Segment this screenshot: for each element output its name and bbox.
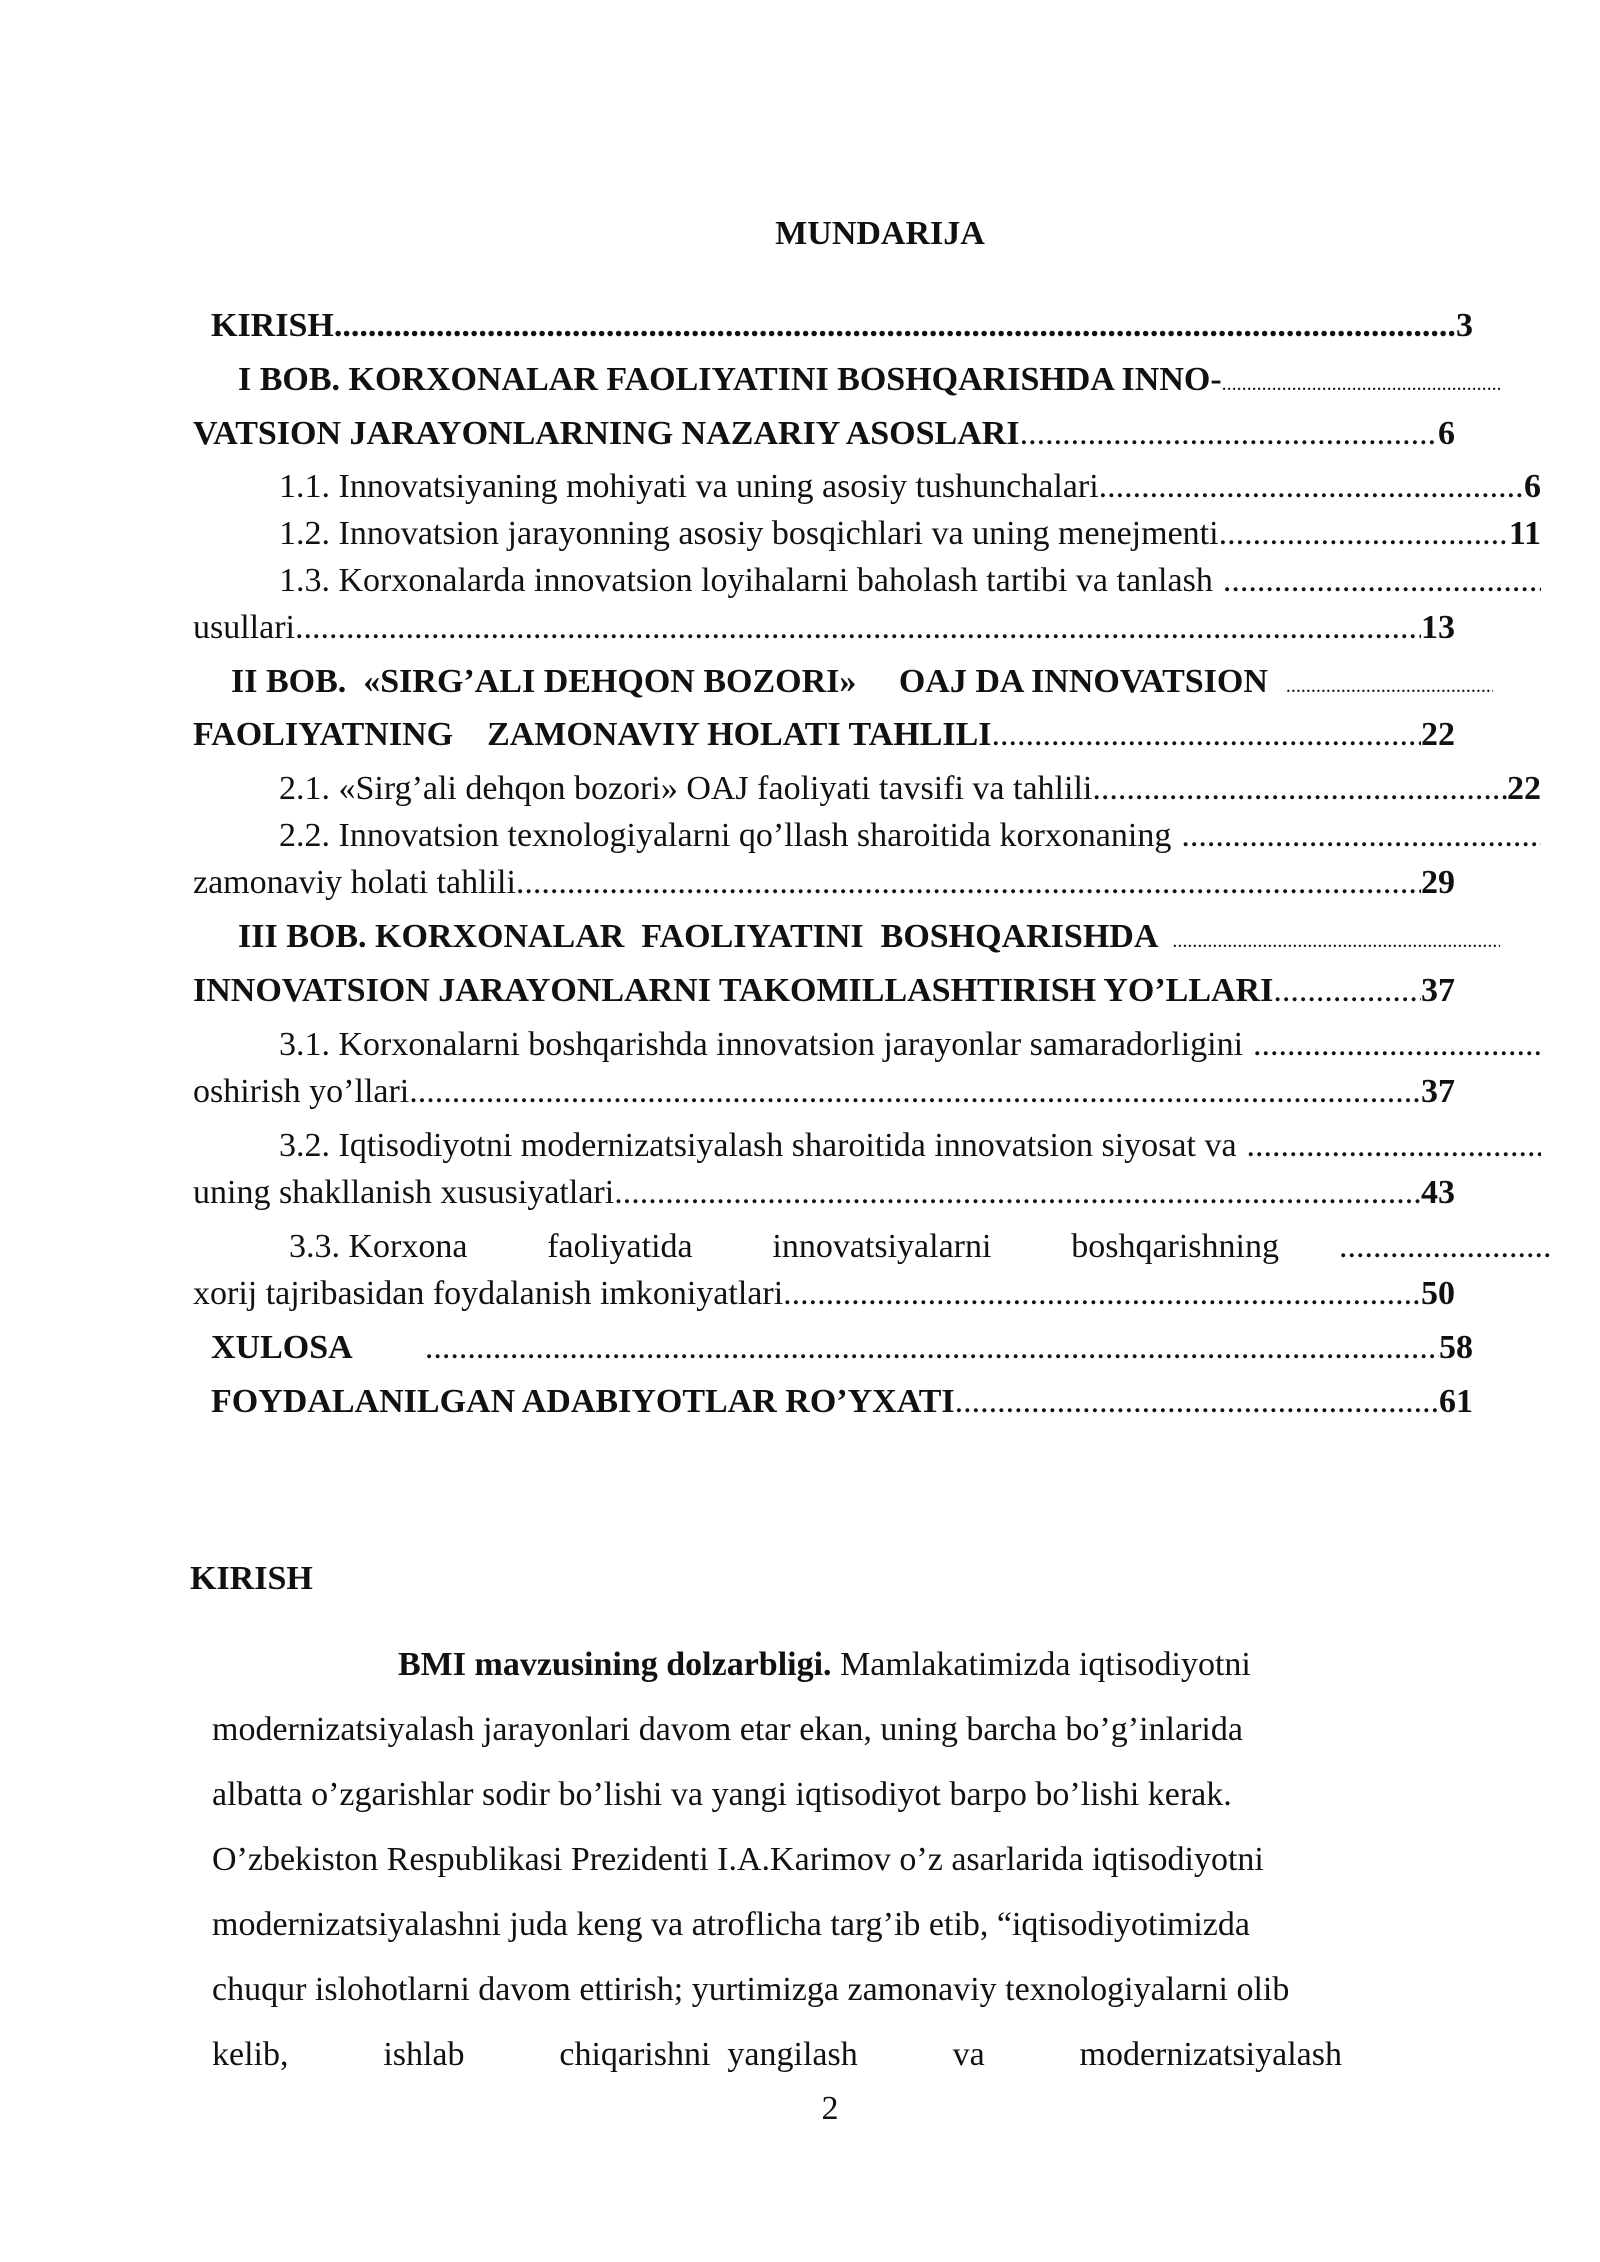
toc-entry-chapter-1[interactable]	[193, 356, 1500, 404]
toc-entry-text: 2.2. Innovatsion texnologiyalarni qo’llash sharoitida korxonaning	[279, 817, 1172, 854]
intro-lead-rest: Mamlakatimizda iqtisodiyotni	[831, 1646, 1251, 1683]
toc-entry-text: 3.1. Korxonalarni boshqarishda innovatsion jarayonlar samaradorligini	[279, 1026, 1244, 1063]
toc-leader	[1171, 812, 1541, 860]
toc-entry-text: zamonaviy holati tahlili	[193, 864, 516, 901]
toc-entry-text: I BOB. KORXONALAR FAOLIYATINI BOSHQARISHDA INNO-	[238, 361, 1222, 398]
toc-entry-text	[289, 1223, 1279, 1271]
toc-entry-text: 3.2. Iqtisodiyotni modernizatsiyalash sharoitida innovatsion siyosat va	[279, 1127, 1237, 1164]
intro-heading: KIRISH	[190, 1560, 313, 1597]
toc-leader	[1237, 1122, 1541, 1170]
toc-entry-chapter-3-cont[interactable]	[193, 967, 1455, 1015]
toc-page-number: 58	[1439, 1329, 1473, 1366]
toc-entry-chapter-2[interactable]	[193, 658, 1493, 706]
intro-line: modernizatsiyalash jarayonlari davom etar ekan, uning barcha bo’g’inlarida	[212, 1711, 1243, 1748]
toc-entry-text: VATSION JARAYONLARNING NAZARIY ASOSLARI	[193, 415, 1020, 452]
toc-word: 3.3. Korxona	[289, 1228, 468, 1265]
toc-page-number: 6	[1524, 468, 1541, 505]
intro-word: va	[952, 2036, 985, 2073]
toc-entry-2-1[interactable]	[193, 765, 1541, 813]
toc-leader	[1222, 360, 1500, 404]
toc-leader	[1268, 662, 1493, 706]
intro-word: ishlab	[383, 2036, 465, 2073]
toc-page-number: 37	[1421, 972, 1455, 1009]
toc-entry-chapter-3[interactable]	[193, 913, 1500, 961]
toc-leader	[783, 1270, 1421, 1318]
toc-page-number: 37	[1421, 1073, 1455, 1110]
toc-entry-text: III BOB. KORXONALAR FAOLIYATINI BOSHQARISHDA	[238, 918, 1159, 955]
toc-entry-text: XULOSA	[211, 1329, 385, 1366]
toc-page-number: 50	[1421, 1275, 1455, 1312]
toc-entry-text: KIRISH	[211, 307, 334, 344]
toc-entry-text: 1.1. Innovatsiyaning mohiyati va uning asosiy tushunchalari	[279, 468, 1099, 505]
toc-page-number: 22	[1421, 716, 1455, 753]
toc-page-number: 3	[1456, 307, 1473, 344]
toc-entry-text: oshirish yo’llari	[193, 1073, 410, 1110]
toc-leader	[614, 1169, 1421, 1217]
toc-entry-text: II BOB. «SIRG’ALI DEHQON BOZORI» OAJ DA INNOVATSION	[231, 663, 1268, 700]
toc-entry-references[interactable]	[193, 1378, 1473, 1426]
intro-word: chiqarishni yangilash	[559, 2036, 858, 2073]
toc-page-number: 6	[1438, 415, 1455, 452]
toc-leader	[409, 1068, 1421, 1116]
intro-word: modernizatsiyalash	[1079, 2036, 1342, 2073]
toc-entry-2-2-cont[interactable]	[193, 859, 1455, 907]
toc-entry-3-3[interactable]	[193, 1223, 1551, 1271]
intro-line: chuqur islohotlarni davom ettirish; yurtimizga zamonaviy texnologiyalarni olib	[212, 1971, 1290, 2008]
toc-entry-text: uning shakllanish xususiyatlari	[193, 1174, 615, 1211]
toc-entry-3-2-cont[interactable]	[193, 1169, 1455, 1217]
toc-leader	[1213, 557, 1541, 605]
toc-entry-text: xorij tajribasidan foydalanish imkoniyatlari	[193, 1275, 784, 1312]
toc-entry-xulosa[interactable]	[193, 1324, 1473, 1372]
toc-entry-text: 1.2. Innovatsion jarayonning asosiy bosqichlari va uning menejmenti	[279, 515, 1219, 552]
toc-entry-1-2[interactable]	[193, 510, 1541, 558]
toc-entry-chapter-2-cont[interactable]	[193, 711, 1455, 759]
toc-leader	[1243, 1021, 1541, 1069]
toc-word: boshqarishning	[1071, 1228, 1279, 1265]
page-number: 2	[821, 2090, 839, 2127]
toc-entry-3-1[interactable]	[193, 1021, 1541, 1069]
toc-entry-3-1-cont[interactable]	[193, 1068, 1455, 1116]
toc-leader	[1279, 1223, 1551, 1271]
toc-leader	[425, 1324, 1439, 1372]
toc-page-number: 61	[1439, 1383, 1473, 1420]
toc-page-number: 29	[1421, 864, 1455, 901]
intro-paragraph	[212, 1632, 1442, 2087]
toc-leader	[1219, 510, 1509, 558]
toc-page-number: 13	[1421, 609, 1455, 646]
intro-line	[212, 2022, 1342, 2087]
toc-entry-text: 2.1. «Sirg’ali dehqon bozori» OAJ faoliyati tavsifi va tahlili	[279, 770, 1093, 807]
toc-entry-text: 1.3. Korxonalarda innovatsion loyihalarni baholash tartibi va tanlash	[279, 562, 1213, 599]
toc-leader	[1273, 967, 1421, 1015]
toc-leader	[955, 1378, 1439, 1426]
toc-entry-2-2[interactable]	[193, 812, 1541, 860]
toc-entry-1-3[interactable]	[193, 557, 1541, 605]
toc-entry-kirish[interactable]	[193, 302, 1473, 350]
toc-page-number: 11	[1508, 515, 1541, 552]
toc-page-number: 43	[1421, 1174, 1455, 1211]
intro-lead-bold: BMI mavzusining dolzarbligi.	[398, 1646, 832, 1683]
intro-line: O’zbekiston Respublikasi Prezidenti I.A.Karimov o’z asarlarida iqtisodiyotni	[212, 1841, 1264, 1878]
toc-leader	[1099, 463, 1524, 511]
intro-line	[212, 1632, 1442, 1697]
toc-word: innovatsiyalarni	[772, 1228, 992, 1265]
toc-leader	[334, 302, 1456, 350]
toc-page-number: 22	[1507, 770, 1541, 807]
toc-word: faoliyatida	[547, 1228, 693, 1265]
toc-leader	[1092, 765, 1507, 813]
toc-entry-text: FOYDALANILGAN ADABIYOTLAR RO’YXATI	[211, 1383, 955, 1420]
toc-entry-1-3-cont[interactable]	[193, 604, 1455, 652]
toc-leader	[1158, 917, 1500, 961]
toc-entry-3-2[interactable]	[193, 1122, 1541, 1170]
intro-line: albatta o’zgarishlar sodir bo’lishi va yangi iqtisodiyot barpo bo’lishi kerak.	[212, 1776, 1232, 1813]
toc-entry-chapter-1-cont[interactable]	[193, 410, 1455, 458]
toc-leader	[516, 859, 1421, 907]
toc-entry-3-3-cont[interactable]	[193, 1270, 1455, 1318]
toc-leader	[1020, 410, 1438, 458]
toc-entry-text: INNOVATSION JARAYONLARNI TAKOMILLASHTIRISH YO’LLARI	[193, 972, 1274, 1009]
toc-title: MUNDARIJA	[775, 215, 985, 252]
intro-word: kelib,	[212, 2036, 289, 2073]
intro-line: modernizatsiyalashni juda keng va atroflicha targ’ib etib, “iqtisodiyotimizda	[212, 1906, 1250, 1943]
toc-entry-text: usullari	[193, 609, 295, 646]
toc-entry-text: FAOLIYATNING ZAMONAVIY HOLATI TAHLILI	[193, 716, 992, 753]
toc-entry-1-1[interactable]	[193, 463, 1541, 511]
toc-leader	[992, 711, 1421, 759]
toc-leader	[295, 604, 1421, 652]
